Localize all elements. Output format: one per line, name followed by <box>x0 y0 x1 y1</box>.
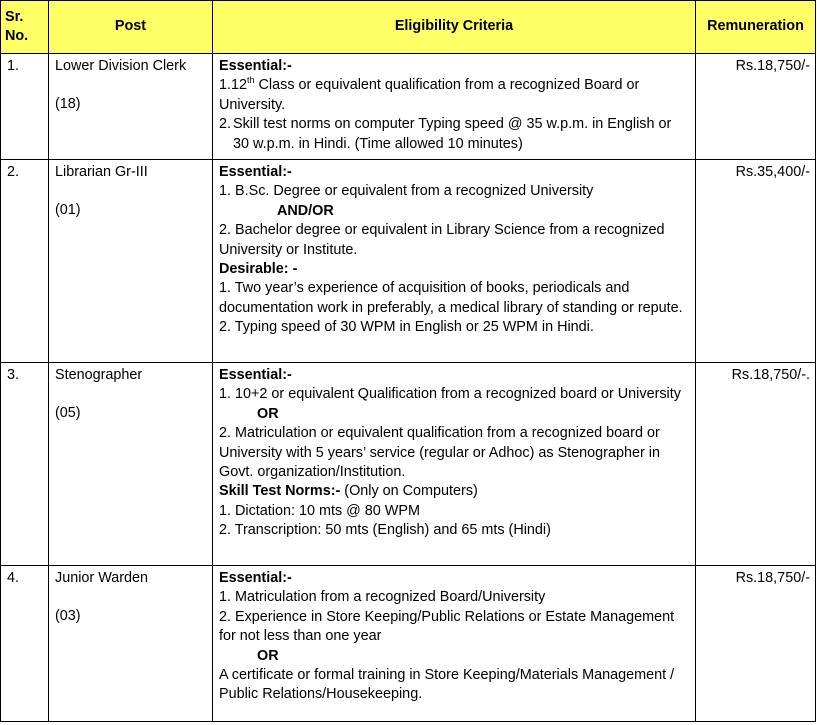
row-remuneration: Rs.35,400/- <box>696 160 816 363</box>
post-name: Librarian Gr-III <box>55 164 148 180</box>
row-sr-no: 3. <box>1 363 49 566</box>
row-post-cell <box>49 566 213 722</box>
table-row <box>1 363 816 566</box>
essential-label: Essential:- <box>219 570 292 586</box>
post-count: (05) <box>55 405 81 422</box>
post-count: (01) <box>55 202 81 219</box>
row-criteria-cell <box>213 363 696 566</box>
connector-text: OR <box>257 405 279 422</box>
header-post: Post <box>49 1 213 54</box>
row-post-cell <box>49 54 213 160</box>
header-sr-no <box>1 1 49 54</box>
skill-test-line <box>219 482 690 501</box>
row-remuneration: Rs.18,750/- <box>696 54 816 160</box>
essential-label: Essential:- <box>219 58 292 74</box>
header-remuneration: Remuneration <box>696 1 816 54</box>
criteria-item: 2. Bachelor degree or equivalent in Library Science from a recognized University or Institute. <box>219 222 665 258</box>
essential-label: Essential:- <box>219 164 292 180</box>
desirable-label: Desirable: - <box>219 261 298 278</box>
row-criteria-cell <box>213 160 696 363</box>
criteria-item: 1. Matriculation from a recognized Board/University <box>219 589 546 606</box>
skill-test-note: (Only on Computers) <box>340 483 478 500</box>
row-post-cell <box>49 160 213 363</box>
header-eligibility-criteria: Eligibility Criteria <box>213 1 696 54</box>
table-row <box>1 54 816 160</box>
item1-superscript: th <box>247 75 255 86</box>
criteria-item <box>219 76 690 115</box>
header-sr-line1: Sr. <box>5 8 24 25</box>
criteria-item: 1. 10+2 or equivalent Qualification from a recognized board or University <box>219 386 681 403</box>
criteria-item: A certificate or formal training in Store Keeping/Materials Management / Public Relations/Housekeeping. <box>219 667 675 703</box>
post-name: Junior Warden <box>55 570 149 586</box>
row-sr-no: 2. <box>1 160 49 363</box>
post-count: (18) <box>55 96 81 113</box>
connector-text: AND/OR <box>277 202 334 219</box>
desirable-item: 2. Typing speed of 30 WPM in English or 25 WPM in Hindi. <box>219 319 594 336</box>
criteria-item: 1. B.Sc. Degree or equivalent from a recognized University <box>219 183 594 200</box>
row-sr-no: 1. <box>1 54 49 160</box>
skill-test-label: Skill Test Norms:- <box>219 483 341 500</box>
desirable-item: 1. Two year’s experience of acquisition of books, periodicals and documentation work in preferably, a medical library of standing or repute. <box>219 280 683 316</box>
skill-item: 1. Dictation: 10 mts @ 80 WPM <box>219 502 420 519</box>
post-name: Stenographer <box>55 367 143 383</box>
connector-text: OR <box>257 647 279 664</box>
skill-item: 2. Transcription: 50 mts (English) and 65 mts (Hindi) <box>219 522 551 539</box>
row-remuneration: Rs.18,750/-. <box>696 363 816 566</box>
item2-text: Skill test norms on computer Typing speed @ 35 w.p.m. in English or 30 w.p.m. in Hindi. (Time allowed 10 minutes) <box>233 116 672 152</box>
table-row <box>1 160 816 363</box>
row-sr-no: 4. <box>1 566 49 722</box>
table-header-row <box>1 1 816 54</box>
table-row <box>1 566 816 722</box>
item1-prefix: 1.12 <box>219 77 248 94</box>
row-criteria-cell <box>213 54 696 160</box>
post-name: Lower Division Clerk <box>55 58 187 74</box>
criteria-item <box>219 115 690 154</box>
criteria-item: 2. Matriculation or equivalent qualification from a recognized board or University with 5 years’ service (regular or Adhoc) as Stenographer in Govt. organization/Institution. <box>219 425 660 481</box>
item2-number: 2. <box>219 116 232 133</box>
essential-label: Essential:- <box>219 367 292 383</box>
header-sr-line2: No. <box>5 28 29 44</box>
row-remuneration: Rs.18,750/- <box>696 566 816 722</box>
criteria-item: 2. Experience in Store Keeping/Public Relations or Estate Management for not less than one year <box>219 608 675 645</box>
item1-text: Class or equivalent qualification from a recognized Board or University. <box>219 77 640 113</box>
row-post-cell <box>49 363 213 566</box>
post-count: (03) <box>55 608 81 625</box>
row-criteria-cell <box>213 566 696 722</box>
